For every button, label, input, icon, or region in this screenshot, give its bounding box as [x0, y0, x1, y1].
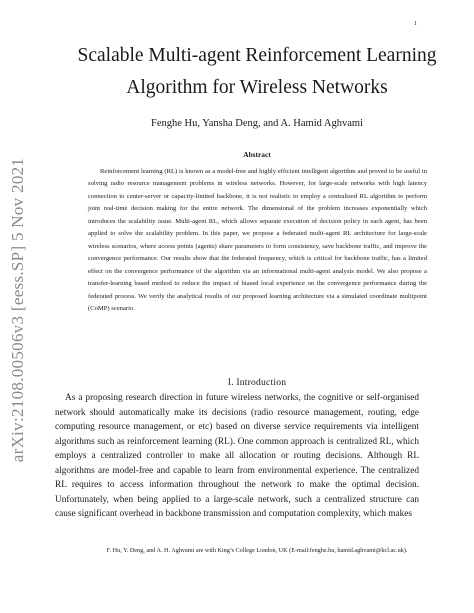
abstract-heading: Abstract — [243, 150, 271, 159]
page-number: 1 — [413, 20, 417, 27]
arxiv-identifier-stamp — [7, 120, 29, 500]
introduction-body: As a proposing research direction in future wireless networks, the cognitive or self-organised network should automatically make its decisions (radio resource management, routing, edge computing resource management, or etc) based on diverse service requirements via intelligent algorithms such as reinforcement learning (RL). One common approach is centralized RL, which employs a centralized controller to make all allocation or routing decisions. Although RL algorithms are model-free and capable to learn from environmental experience. The centralized RL requires to access information throughout the network to make the optimal decision. Unfortunately, when being applied to a large-scale network, such a centralized structure can cause significant overhead in backbone transmission and computation complexity, which makes — [55, 393, 419, 519]
abstract-body: Reinforcement learning (RL) is known as a model-free and highly efficient intelligent algorithm and proved to be useful in solving radio resource management problems in wireless networks. However, for large-scale networks with high latency connection to center-server or capacity-limited backbone, it is not realistic to employ a centralized RL algorithm to perform joint real-time decision making for the entire network. The dimensional of the problem increases exponentially which introduces the scalability issue. Multi-agent RL, which allows separate execution of decision policy in each agent, has been applied to solve the scalability problem. In this paper, we propose a federated multi-agent RL architecture for large-scale wireless scenarios, where access points (agents) share parameters to form consistency, save backbone traffic, and improve the convergence performance. Our results show that the federated frequency, which is critical for backbone traffic, has a limited effect on the convergence performance of the algorithm via an informational multi-agent analysis model. We also propose a transfer-learning based method to reduce the impact of biased local experience on the convergence performance during the federated process. We verify the analytical results of our proposed learning architecture via a simulated coordinate multipoint (CoMP) scenario. — [88, 168, 427, 312]
author-list: Fenghe Hu, Yansha Deng, and A. Hamid Aghvami — [150, 118, 364, 129]
author-affiliation-footnote: F. Hu, Y. Deng, and A. H. Aghvami are with King’s College London, UK (E-mail:fenghe.hu, hamid.aghvami@kcl.ac.uk). — [106, 547, 408, 554]
section-heading-introduction: I. Introduction — [227, 377, 287, 388]
arxiv-identifier-text: arXiv:2108.00506v3 [eess.SP] 5 Nov 2021 — [8, 157, 27, 463]
paper-title: Scalable Multi-agent Reinforcement Learning Algorithm for Wireless Networks — [77, 45, 437, 98]
